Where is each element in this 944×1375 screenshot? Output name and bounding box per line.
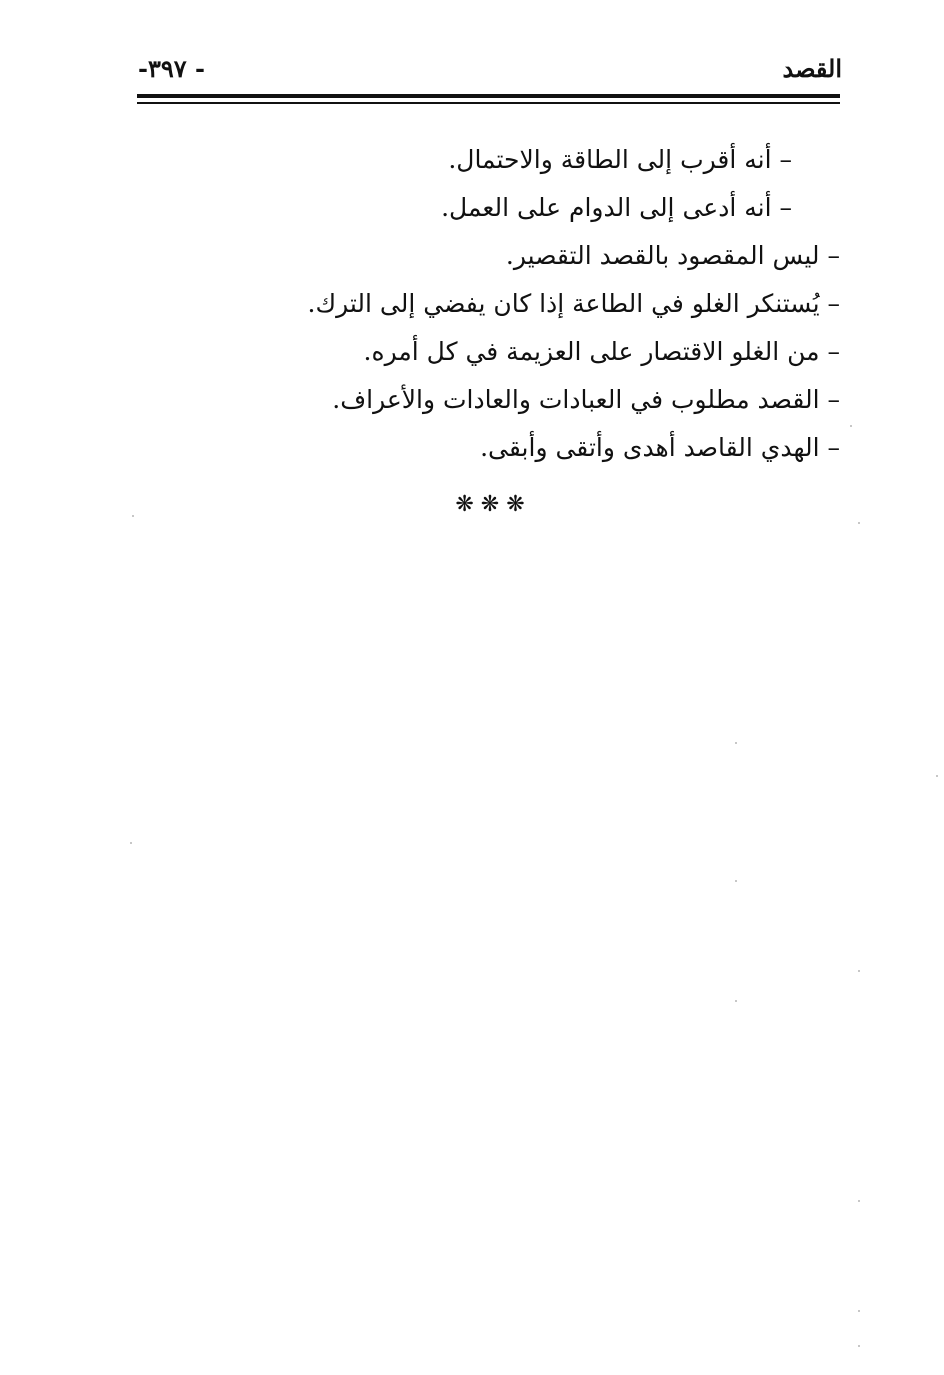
scan-speck: [936, 775, 938, 777]
scan-speck: [850, 425, 852, 427]
summary-list: [280, 136, 840, 472]
header-rule-thin: [137, 102, 840, 104]
scan-speck: [735, 742, 737, 744]
scan-speck: [858, 1200, 860, 1202]
running-head: [130, 54, 842, 94]
list-item: – من الغلو الاقتصار على العزيمة في كل أمره.: [363, 337, 840, 366]
list-item: – الهدي القاصد أهدى وأتقى وأبقى.: [480, 433, 840, 462]
scan-speck: [735, 1000, 737, 1002]
scan-speck: [132, 515, 134, 517]
list-item: – ليس المقصود بالقصد التقصير.: [505, 241, 840, 270]
list-item: – أنه أقرب إلى الطاقة والاحتمال.: [448, 145, 792, 174]
scan-speck: [130, 842, 132, 844]
scan-speck: [858, 1310, 860, 1312]
chapter-title: القصد: [782, 54, 842, 83]
list-item: – القصد مطلوب في العبادات والعادات والأعراف.: [332, 385, 840, 414]
scan-speck: [735, 880, 737, 882]
page-number: -٣٩٧ -: [138, 54, 205, 83]
list-item: – يُستنكر الغلو في الطاعة إذا كان يفضي إلى الترك.: [307, 289, 840, 318]
list-item: – أنه أدعى إلى الدوام على العمل.: [441, 193, 792, 222]
header-rule-thick: [137, 94, 840, 98]
scan-speck: [858, 522, 860, 524]
scan-speck: [858, 1345, 860, 1347]
section-separator: ❋ ❋ ❋: [455, 492, 525, 517]
scan-speck: [858, 970, 860, 972]
